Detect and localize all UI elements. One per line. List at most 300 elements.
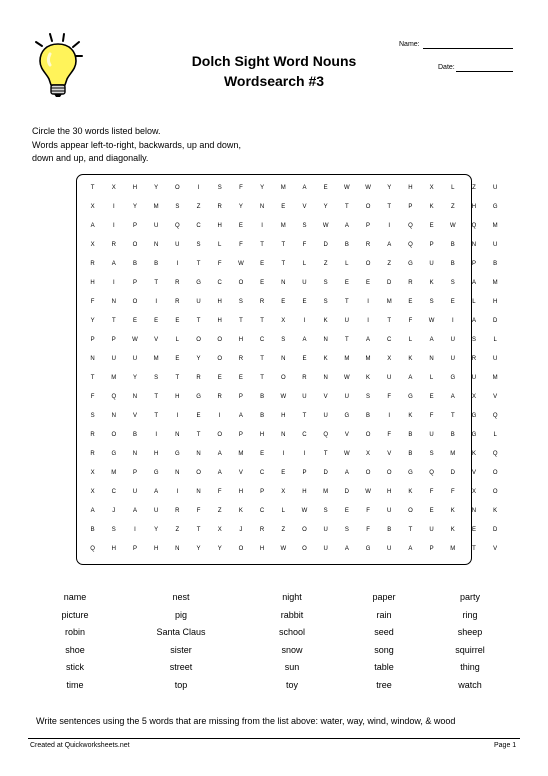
grid-letter[interactable]: O: [365, 470, 371, 476]
grid-letter[interactable]: P: [429, 242, 434, 248]
grid-letter[interactable]: Y: [387, 185, 392, 191]
grid-letter[interactable]: H: [217, 223, 222, 229]
grid-letter[interactable]: E: [154, 318, 159, 324]
grid-letter[interactable]: E: [238, 375, 243, 381]
grid-letter[interactable]: I: [218, 413, 221, 419]
grid-letter[interactable]: U: [387, 546, 392, 552]
grid-letter[interactable]: E: [281, 470, 286, 476]
grid-letter[interactable]: V: [471, 470, 476, 476]
grid-letter[interactable]: C: [259, 508, 265, 514]
grid-letter[interactable]: U: [302, 394, 307, 400]
grid-letter[interactable]: E: [196, 413, 201, 419]
grid-letter[interactable]: R: [90, 261, 95, 267]
grid-letter[interactable]: O: [217, 337, 223, 343]
grid-letter[interactable]: E: [281, 204, 286, 210]
grid-letter[interactable]: V: [493, 546, 498, 552]
grid-letter[interactable]: U: [429, 432, 434, 438]
grid-letter[interactable]: F: [366, 508, 370, 514]
grid-letter[interactable]: R: [238, 356, 244, 362]
grid-letter[interactable]: M: [280, 185, 286, 191]
grid-letter[interactable]: B: [132, 432, 137, 438]
grid-letter[interactable]: U: [323, 413, 328, 419]
grid-letter[interactable]: Y: [196, 356, 201, 362]
grid-letter[interactable]: O: [302, 546, 307, 552]
grid-letter[interactable]: A: [344, 546, 349, 552]
grid-letter[interactable]: H: [259, 432, 265, 438]
grid-letter[interactable]: S: [175, 204, 180, 210]
grid-letter[interactable]: T: [345, 337, 349, 343]
grid-letter[interactable]: N: [429, 356, 434, 362]
grid-letter[interactable]: O: [196, 337, 201, 343]
grid-letter[interactable]: G: [111, 451, 117, 457]
grid-letter[interactable]: B: [450, 242, 455, 248]
grid-letter[interactable]: E: [450, 299, 455, 305]
grid-letter[interactable]: H: [492, 299, 498, 305]
grid-letter[interactable]: T: [196, 527, 201, 533]
grid-letter[interactable]: Z: [217, 508, 222, 514]
grid-letter[interactable]: I: [197, 185, 200, 191]
grid-letter[interactable]: K: [493, 508, 498, 514]
grid-letter[interactable]: A: [132, 508, 137, 514]
grid-letter[interactable]: G: [344, 413, 350, 419]
grid-letter[interactable]: I: [176, 413, 179, 419]
grid-letter[interactable]: S: [366, 394, 371, 400]
grid-letter[interactable]: B: [154, 261, 159, 267]
grid-letter[interactable]: T: [90, 185, 95, 191]
grid-letter[interactable]: U: [344, 394, 350, 400]
grid-letter[interactable]: K: [238, 508, 243, 514]
grid-letter[interactable]: X: [366, 451, 371, 457]
grid-letter[interactable]: E: [217, 375, 222, 381]
grid-letter[interactable]: M: [365, 356, 371, 362]
grid-letter[interactable]: T: [154, 413, 158, 419]
grid-letter[interactable]: E: [344, 280, 349, 286]
grid-letter[interactable]: Y: [132, 204, 137, 210]
grid-letter[interactable]: K: [408, 489, 413, 495]
grid-letter[interactable]: O: [238, 280, 244, 286]
grid-letter[interactable]: I: [282, 451, 285, 457]
grid-letter[interactable]: O: [365, 432, 371, 438]
grid-letter[interactable]: P: [260, 489, 265, 495]
grid-letter[interactable]: Z: [472, 185, 476, 191]
grid-letter[interactable]: A: [90, 223, 95, 229]
grid-letter[interactable]: P: [429, 546, 434, 552]
grid-letter[interactable]: S: [450, 280, 455, 286]
grid-letter[interactable]: U: [429, 261, 434, 267]
grid-letter[interactable]: E: [260, 261, 265, 267]
grid-letter[interactable]: W: [322, 223, 329, 229]
grid-letter[interactable]: D: [323, 242, 328, 248]
grid-letter[interactable]: R: [302, 375, 307, 381]
grid-letter[interactable]: G: [175, 451, 180, 457]
grid-letter[interactable]: K: [323, 356, 328, 362]
grid-letter[interactable]: W: [344, 375, 350, 381]
grid-letter[interactable]: U: [450, 356, 455, 362]
grid-letter[interactable]: H: [175, 394, 180, 400]
grid-letter[interactable]: N: [259, 204, 265, 210]
grid-letter[interactable]: X: [471, 489, 476, 495]
grid-letter[interactable]: W: [132, 337, 138, 343]
grid-letter[interactable]: Q: [90, 546, 95, 552]
grid-letter[interactable]: X: [90, 242, 95, 248]
grid-letter[interactable]: K: [429, 204, 434, 210]
grid-letter[interactable]: J: [112, 508, 116, 514]
grid-letter[interactable]: I: [367, 318, 369, 324]
grid-letter[interactable]: C: [387, 337, 392, 343]
grid-letter[interactable]: F: [408, 318, 413, 324]
grid-letter[interactable]: T: [387, 204, 392, 210]
grid-letter[interactable]: P: [408, 204, 413, 210]
grid-letter[interactable]: X: [387, 356, 392, 362]
grid-letter[interactable]: Y: [260, 185, 265, 191]
grid-letter[interactable]: Q: [111, 394, 117, 400]
grid-letter[interactable]: U: [344, 318, 350, 324]
grid-letter[interactable]: L: [429, 375, 434, 381]
grid-letter[interactable]: N: [471, 508, 477, 514]
grid-letter[interactable]: U: [153, 223, 159, 229]
grid-letter[interactable]: N: [196, 451, 201, 457]
grid-letter[interactable]: U: [132, 356, 138, 362]
grid-letter[interactable]: K: [408, 413, 413, 419]
grid-letter[interactable]: N: [111, 413, 116, 419]
grid-letter[interactable]: X: [111, 185, 116, 191]
grid-letter[interactable]: Q: [323, 432, 328, 438]
grid-letter[interactable]: V: [238, 470, 243, 476]
grid-letter[interactable]: V: [302, 204, 307, 210]
grid-letter[interactable]: O: [238, 546, 244, 552]
grid-letter[interactable]: O: [132, 242, 138, 248]
grid-letter[interactable]: A: [302, 185, 307, 191]
grid-letter[interactable]: H: [217, 299, 222, 305]
grid-letter[interactable]: T: [196, 261, 201, 267]
grid-letter[interactable]: A: [154, 489, 159, 495]
grid-letter[interactable]: E: [238, 223, 243, 229]
grid-letter[interactable]: Z: [323, 261, 328, 267]
grid-letter[interactable]: V: [493, 394, 498, 400]
grid-letter[interactable]: A: [408, 546, 413, 552]
grid-letter[interactable]: T: [260, 375, 264, 381]
grid-letter[interactable]: U: [111, 356, 116, 362]
grid-letter[interactable]: R: [175, 508, 180, 514]
grid-letter[interactable]: A: [302, 337, 307, 343]
grid-letter[interactable]: P: [132, 470, 137, 476]
grid-letter[interactable]: F: [450, 489, 455, 495]
grid-letter[interactable]: I: [112, 223, 115, 229]
grid-letter[interactable]: E: [175, 356, 180, 362]
grid-letter[interactable]: X: [471, 394, 476, 400]
grid-letter[interactable]: E: [429, 223, 434, 229]
grid-letter[interactable]: F: [90, 299, 95, 305]
grid-letter[interactable]: R: [175, 299, 180, 305]
grid-letter[interactable]: N: [323, 375, 328, 381]
grid-letter[interactable]: E: [366, 280, 371, 286]
grid-letter[interactable]: T: [408, 527, 413, 533]
grid-letter[interactable]: A: [471, 318, 476, 324]
grid-letter[interactable]: T: [196, 432, 201, 438]
grid-letter[interactable]: I: [451, 318, 454, 324]
grid-letter[interactable]: G: [153, 470, 159, 476]
grid-letter[interactable]: O: [408, 508, 413, 514]
grid-letter[interactable]: A: [429, 337, 434, 343]
grid-letter[interactable]: X: [429, 185, 434, 191]
grid-letter[interactable]: L: [218, 242, 222, 248]
grid-letter[interactable]: N: [175, 470, 180, 476]
grid-letter[interactable]: H: [90, 280, 95, 286]
grid-letter[interactable]: U: [471, 375, 477, 381]
grid-letter[interactable]: U: [492, 356, 498, 362]
grid-letter[interactable]: E: [281, 299, 286, 305]
grid-letter[interactable]: B: [260, 394, 265, 400]
grid-letter[interactable]: O: [386, 470, 392, 476]
grid-letter[interactable]: S: [154, 375, 159, 381]
grid-letter[interactable]: F: [429, 413, 434, 419]
grid-letter[interactable]: V: [344, 432, 349, 438]
grid-letter[interactable]: H: [132, 185, 138, 191]
grid-letter[interactable]: Z: [196, 204, 201, 210]
grid-letter[interactable]: G: [408, 470, 413, 476]
grid-letter[interactable]: Q: [175, 223, 180, 229]
grid-letter[interactable]: T: [90, 375, 95, 381]
grid-letter[interactable]: C: [217, 280, 222, 286]
grid-letter[interactable]: E: [471, 527, 476, 533]
grid-letter[interactable]: G: [492, 204, 498, 210]
grid-letter[interactable]: X: [281, 318, 286, 324]
grid-letter[interactable]: E: [408, 299, 413, 305]
grid-letter[interactable]: S: [281, 337, 286, 343]
grid-letter[interactable]: M: [386, 299, 392, 305]
grid-letter[interactable]: Y: [132, 375, 137, 381]
grid-letter[interactable]: O: [111, 432, 117, 438]
grid-letter[interactable]: E: [344, 508, 349, 514]
grid-letter[interactable]: A: [387, 242, 392, 248]
grid-letter[interactable]: T: [323, 451, 328, 457]
grid-letter[interactable]: D: [323, 470, 328, 476]
grid-letter[interactable]: J: [239, 527, 243, 533]
grid-letter[interactable]: F: [239, 242, 243, 248]
grid-letter[interactable]: R: [90, 432, 95, 438]
grid-letter[interactable]: P: [238, 432, 243, 438]
grid-letter[interactable]: X: [90, 489, 95, 495]
grid-letter[interactable]: Z: [450, 204, 455, 210]
grid-letter[interactable]: R: [471, 356, 477, 362]
grid-letter[interactable]: E: [302, 299, 307, 305]
grid-letter[interactable]: T: [345, 299, 349, 305]
grid-letter[interactable]: K: [429, 280, 434, 286]
grid-letter[interactable]: I: [176, 489, 179, 495]
grid-letter[interactable]: P: [302, 470, 307, 476]
grid-letter[interactable]: M: [111, 470, 117, 476]
grid-letter[interactable]: A: [471, 280, 476, 286]
grid-letter[interactable]: S: [238, 299, 243, 305]
grid-letter[interactable]: E: [132, 318, 137, 324]
grid-letter[interactable]: Z: [387, 261, 392, 267]
grid-letter[interactable]: O: [302, 527, 307, 533]
grid-letter[interactable]: M: [323, 489, 329, 495]
grid-letter[interactable]: X: [217, 527, 222, 533]
grid-letter[interactable]: W: [238, 261, 244, 267]
grid-letter[interactable]: R: [111, 242, 116, 248]
grid-letter[interactable]: H: [217, 318, 222, 324]
grid-letter[interactable]: G: [196, 394, 201, 400]
grid-letter[interactable]: Q: [408, 223, 413, 229]
grid-letter[interactable]: U: [450, 337, 455, 343]
grid-letter[interactable]: H: [111, 546, 116, 552]
grid-letter[interactable]: I: [367, 299, 369, 305]
grid-letter[interactable]: N: [153, 242, 159, 248]
grid-letter[interactable]: C: [302, 432, 307, 438]
grid-letter[interactable]: W: [365, 489, 371, 495]
grid-letter[interactable]: H: [153, 546, 159, 552]
grid-letter[interactable]: R: [90, 451, 95, 457]
grid-letter[interactable]: P: [366, 223, 371, 229]
grid-letter[interactable]: H: [238, 489, 244, 495]
grid-letter[interactable]: I: [155, 432, 157, 438]
grid-letter[interactable]: M: [344, 356, 350, 362]
grid-letter[interactable]: N: [281, 280, 286, 286]
grid-letter[interactable]: F: [217, 489, 222, 495]
grid-letter[interactable]: F: [387, 432, 392, 438]
grid-letter[interactable]: B: [344, 242, 349, 248]
grid-letter[interactable]: U: [323, 527, 328, 533]
grid-letter[interactable]: V: [387, 451, 392, 457]
grid-letter[interactable]: C: [196, 223, 201, 229]
grid-letter[interactable]: B: [366, 413, 371, 419]
grid-letter[interactable]: H: [387, 489, 392, 495]
grid-letter[interactable]: M: [450, 451, 456, 457]
grid-letter[interactable]: C: [259, 337, 265, 343]
grid-letter[interactable]: C: [111, 489, 116, 495]
grid-letter[interactable]: M: [492, 280, 498, 286]
grid-letter[interactable]: O: [175, 185, 180, 191]
grid-letter[interactable]: F: [217, 261, 222, 267]
grid-letter[interactable]: O: [492, 489, 498, 495]
grid-letter[interactable]: O: [280, 375, 286, 381]
grid-letter[interactable]: S: [90, 413, 95, 419]
grid-letter[interactable]: T: [302, 413, 307, 419]
grid-letter[interactable]: D: [344, 489, 350, 495]
grid-letter[interactable]: X: [281, 489, 286, 495]
grid-letter[interactable]: A: [408, 375, 413, 381]
grid-letter[interactable]: A: [217, 470, 222, 476]
grid-letter[interactable]: N: [132, 394, 138, 400]
grid-letter[interactable]: O: [217, 356, 223, 362]
grid-letter[interactable]: B: [260, 413, 265, 419]
grid-letter[interactable]: C: [259, 470, 265, 476]
grid-letter[interactable]: L: [472, 299, 476, 305]
grid-letter[interactable]: G: [450, 375, 456, 381]
grid-letter[interactable]: S: [111, 527, 116, 533]
grid-letter[interactable]: L: [281, 508, 285, 514]
grid-letter[interactable]: M: [111, 375, 117, 381]
grid-letter[interactable]: S: [323, 508, 328, 514]
grid-letter[interactable]: L: [345, 261, 349, 267]
grid-letter[interactable]: U: [492, 242, 498, 248]
grid-letter[interactable]: T: [111, 318, 116, 324]
grid-letter[interactable]: U: [153, 508, 159, 514]
grid-letter[interactable]: I: [112, 280, 115, 286]
grid-letter[interactable]: F: [366, 527, 370, 533]
grid-letter[interactable]: O: [365, 204, 371, 210]
grid-letter[interactable]: F: [196, 508, 201, 514]
grid-letter[interactable]: W: [449, 223, 456, 229]
grid-letter[interactable]: X: [90, 470, 95, 476]
grid-letter[interactable]: W: [344, 185, 350, 191]
grid-letter[interactable]: U: [196, 299, 201, 305]
grid-letter[interactable]: B: [90, 527, 95, 533]
grid-letter[interactable]: B: [408, 432, 413, 438]
grid-letter[interactable]: S: [429, 451, 434, 457]
grid-letter[interactable]: G: [196, 280, 201, 286]
grid-letter[interactable]: N: [90, 356, 95, 362]
grid-letter[interactable]: N: [281, 432, 286, 438]
grid-letter[interactable]: E: [429, 508, 434, 514]
grid-letter[interactable]: T: [196, 318, 201, 324]
grid-letter[interactable]: Y: [238, 204, 243, 210]
grid-letter[interactable]: E: [302, 356, 307, 362]
grid-letter[interactable]: M: [238, 451, 244, 457]
grid-letter[interactable]: T: [281, 261, 286, 267]
grid-letter[interactable]: W: [344, 451, 350, 457]
grid-letter[interactable]: P: [238, 394, 243, 400]
grid-letter[interactable]: T: [260, 356, 264, 362]
grid-letter[interactable]: R: [196, 375, 201, 381]
grid-letter[interactable]: A: [344, 470, 349, 476]
grid-letter[interactable]: H: [471, 204, 477, 210]
grid-letter[interactable]: B: [493, 261, 498, 267]
grid-letter[interactable]: P: [471, 261, 476, 267]
grid-letter[interactable]: S: [429, 299, 434, 305]
grid-letter[interactable]: R: [259, 527, 265, 533]
grid-letter[interactable]: S: [217, 185, 222, 191]
grid-letter[interactable]: L: [493, 432, 497, 438]
grid-letter[interactable]: I: [112, 204, 115, 210]
grid-letter[interactable]: U: [132, 489, 138, 495]
grid-letter[interactable]: Y: [217, 546, 222, 552]
grid-letter[interactable]: R: [259, 299, 265, 305]
grid-letter[interactable]: K: [408, 356, 413, 362]
grid-letter[interactable]: T: [239, 318, 243, 324]
grid-letter[interactable]: M: [280, 223, 286, 229]
grid-letter[interactable]: S: [471, 337, 476, 343]
grid-letter[interactable]: D: [492, 318, 498, 324]
grid-letter[interactable]: N: [281, 356, 286, 362]
grid-letter[interactable]: T: [260, 242, 264, 248]
grid-letter[interactable]: Y: [154, 185, 159, 191]
grid-letter[interactable]: W: [280, 394, 287, 400]
grid-letter[interactable]: A: [344, 223, 349, 229]
grid-letter[interactable]: V: [154, 337, 159, 343]
grid-letter[interactable]: R: [175, 280, 180, 286]
grid-letter[interactable]: F: [239, 185, 243, 191]
grid-letter[interactable]: S: [302, 223, 307, 229]
grid-letter[interactable]: O: [365, 261, 371, 267]
grid-letter[interactable]: K: [323, 318, 328, 324]
grid-letter[interactable]: N: [323, 337, 328, 343]
grid-letter[interactable]: H: [281, 413, 286, 419]
grid-letter[interactable]: Z: [281, 527, 286, 533]
grid-letter[interactable]: V: [323, 394, 328, 400]
grid-letter[interactable]: X: [90, 204, 95, 210]
grid-letter[interactable]: T: [281, 242, 286, 248]
grid-letter[interactable]: E: [323, 185, 328, 191]
grid-letter[interactable]: N: [111, 299, 116, 305]
grid-letter[interactable]: I: [388, 223, 391, 229]
grid-letter[interactable]: U: [302, 280, 307, 286]
grid-letter[interactable]: A: [366, 337, 371, 343]
grid-letter[interactable]: E: [260, 280, 265, 286]
grid-letter[interactable]: R: [408, 280, 413, 286]
grid-letter[interactable]: N: [132, 451, 138, 457]
